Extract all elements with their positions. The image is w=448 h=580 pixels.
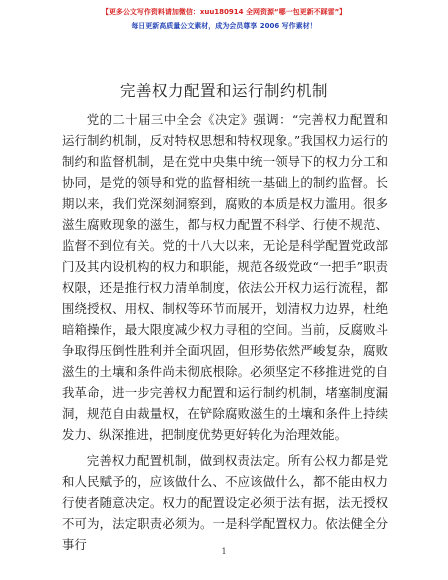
promo-banner-red: 【更多公文写作资料请加微信：xuu180914 全网资源“哪一包更新不踩雷”】 <box>101 8 347 16</box>
document-title: 完善权力配置和运行制约机制 <box>119 82 328 100</box>
body-paragraph-1: 党的二十届三中全会《决定》强调：“完善权力配置和运行制约机制，反对特权思想和特权现象。”我国权力运行的制约和监督机制，是在党中央集中统一领导下的权力分工和协同，是党的领导和党的监督相统一基础上的制约监督。长期以来，我们党深刻洞察到，腐败的本质是权力滥用。很多滋生腐败现象的滋生，都与权力配置不科学、行使不规范、监督不到位有关。党的十八大以来，无论是科学配置党政部门及其内设机构的权力和职能，规范各级党政“一把手”职责权限，还是推行权力清单制度，依法公开权力运行流程，都围绕授权、用权、制权等环节而展开，划清权力边界，杜绝暗箱操作，最大限度减少权力寻租的空间。当前，反腐败斗争取得压倒性胜利并全面巩固，但形势依然严峻复杂，腐败滋生的土壤和条件尚未彻底根除。必须坚定不移推进党的自我革命，进一步完善权力配置和运行制约机制，堵塞制度漏洞，规范自由裁量权，在铲除腐败滋生的土壤和条件上持续发力、纵深推进，把制度优势更好转化为治理效能。 <box>62 112 388 442</box>
body-paragraph-2: 完善权力配置机制，做到权责法定。所有公权力都是党和人民赋予的，应该做什么、不应该做什么，都不能由权力行使者随意决定。权力的配置设定必须于法有据，法无授权不可为，法定职责必须为。一是科学配置权力。依法健全分事行 <box>62 453 388 552</box>
page-number: 1 <box>221 547 227 556</box>
document-body <box>62 109 388 555</box>
promo-banner-blue: 每日更新高质量公文素材，成为会员尊享 2006 写作素材！ <box>131 22 317 30</box>
